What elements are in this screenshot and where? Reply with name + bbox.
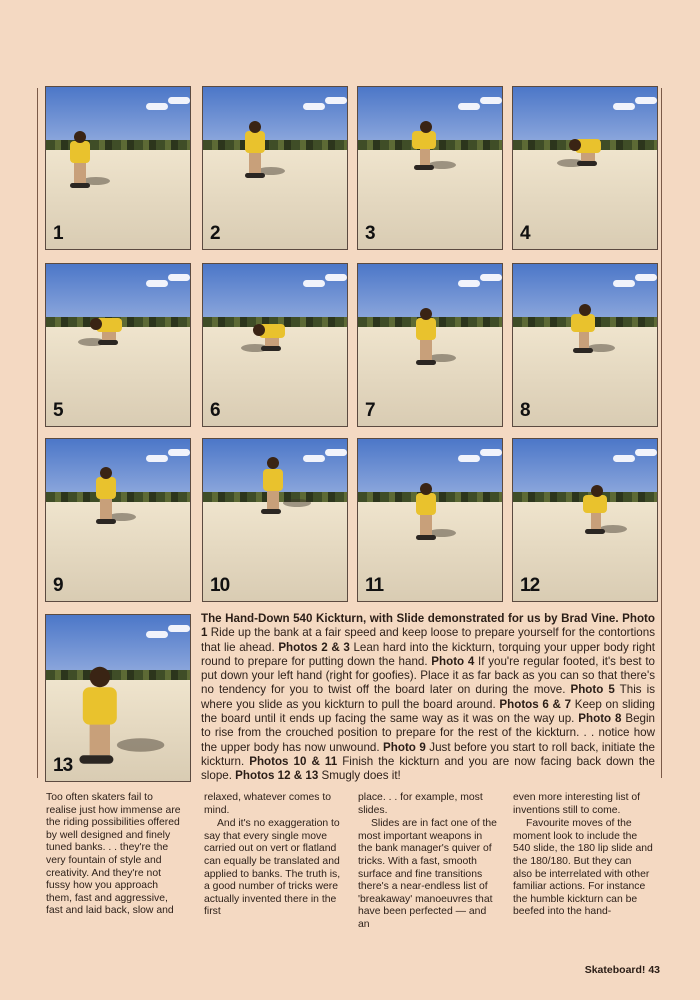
caption-step-label: Photos 6 & 7	[499, 697, 572, 711]
article-paragraph: Favourite moves of the moment look to include the 540 slide, the 180 lip slide and the 180/180. But they can also be interrelated with other familiar actions. For instance the humble kickturn can be beefed into the hand-	[513, 818, 653, 918]
sequence-photo	[45, 438, 191, 602]
skater-legs	[90, 721, 110, 755]
article-column-4	[513, 792, 653, 919]
skateboard	[70, 183, 90, 188]
skater-legs	[267, 489, 279, 509]
caption-text: Begin to rise from the crouched position to prepare for the rest of the kickturn. . . notice how the upper body has now unwound.	[201, 712, 656, 754]
tree-line	[46, 140, 190, 150]
caption-text: This is where you slide as you kickturn to pull the board around.	[201, 683, 655, 711]
skater-shirt	[96, 477, 116, 499]
cloud	[635, 449, 657, 456]
cloud	[325, 449, 347, 456]
cloud	[480, 274, 502, 281]
skater-shirt	[412, 131, 436, 149]
sequence-photo	[45, 263, 191, 427]
photo-number: 7	[365, 400, 375, 421]
cloud	[168, 274, 190, 281]
skater-head	[579, 304, 591, 316]
skater-shirt	[83, 687, 117, 724]
skateboard	[577, 161, 597, 166]
cloud	[325, 97, 347, 104]
left-margin-rule	[37, 88, 38, 778]
skate-bank	[46, 327, 190, 426]
article-paragraph: even more interesting list of inventions still to come.	[513, 792, 641, 816]
cloud	[458, 280, 480, 287]
sky	[46, 264, 190, 322]
cloud	[613, 103, 635, 110]
cloud	[303, 280, 325, 287]
sky	[46, 439, 190, 497]
photo-number: 9	[53, 575, 63, 596]
caption-step-label: Photos 10 & 11	[249, 754, 338, 768]
skateboard	[79, 755, 113, 764]
cloud	[303, 455, 325, 462]
skater-head	[420, 483, 432, 495]
skater-shirt	[416, 493, 436, 515]
sequence-photo	[202, 263, 348, 427]
skater-legs	[579, 330, 589, 348]
skater-head	[591, 485, 603, 497]
caption-step-label: Photo 9	[383, 740, 426, 754]
caption-text: If you're regular footed, it's best to put down your left hand (right for goofies). Place it as far back as you can so that there's no tendency for you to twist off the board later on during the move.	[201, 654, 655, 697]
photo-number: 6	[210, 400, 220, 421]
sequence-photo	[512, 86, 658, 250]
cloud	[613, 280, 635, 287]
sequence-photo	[357, 438, 503, 602]
skateboard	[245, 173, 265, 178]
cloud	[325, 274, 347, 281]
caption-step-label: Photo 5	[570, 683, 615, 697]
tree-line	[46, 670, 190, 680]
tree-line	[203, 140, 347, 150]
skateboard	[98, 340, 118, 345]
photo-number: 1	[53, 223, 63, 244]
caption-step-label: Photo 4	[431, 654, 475, 668]
article-paragraph: relaxed, whatever comes to mind.	[204, 792, 332, 816]
cloud	[458, 455, 480, 462]
caption-text: Smugly does it!	[318, 769, 401, 783]
skater-legs	[420, 147, 430, 165]
photo-number: 8	[520, 400, 530, 421]
skater-head	[253, 324, 265, 336]
photo-number: 13	[53, 755, 73, 776]
skater-shirt	[70, 141, 90, 163]
skater-shirt	[416, 318, 436, 340]
sky	[203, 87, 347, 145]
caption-text: Finish the kickturn and you are now facing back down the slope.	[201, 754, 655, 783]
skateboard	[573, 348, 593, 353]
cloud	[613, 455, 635, 462]
sequence-photo	[45, 614, 191, 782]
caption-step-label: Photo 8	[578, 712, 622, 726]
article-paragraph: And it's no exaggeration to say that every single move carried out on vert or flatland can equally be translated and applied to banks. The truth is, a good number of tricks were actually invented there in the first	[204, 818, 341, 918]
skateboard	[585, 529, 605, 534]
tree-line	[46, 492, 190, 502]
skater-legs	[74, 161, 86, 183]
photo-number: 2	[210, 223, 220, 244]
caption-step-label: The Hand-Down 540 Kickturn, with Slide demonstrated for us by Brad Vine. Photo 1	[201, 612, 655, 640]
sky	[46, 615, 190, 675]
skater-legs	[100, 497, 112, 519]
cloud	[168, 449, 190, 456]
cloud	[168, 625, 190, 632]
article-column-2	[204, 792, 344, 919]
skater-shadow	[283, 499, 311, 507]
cloud	[458, 103, 480, 110]
skateboard	[416, 360, 436, 365]
cloud	[168, 97, 190, 104]
skater-legs	[249, 151, 261, 173]
skater-head	[267, 457, 279, 469]
skater-head	[90, 667, 110, 687]
photo-number: 4	[520, 223, 530, 244]
sky	[46, 87, 190, 145]
skater-head	[249, 121, 261, 133]
skater-head	[74, 131, 86, 143]
skater-legs	[420, 338, 432, 360]
article-column-1	[46, 792, 186, 918]
skater-shirt	[571, 314, 595, 332]
article-paragraph: place. . . for example, most slides.	[358, 792, 483, 816]
right-margin-rule	[661, 88, 662, 778]
skateboard	[96, 519, 116, 524]
sequence-photo	[512, 438, 658, 602]
skater-legs	[420, 513, 432, 535]
cloud	[635, 97, 657, 104]
caption-text: Keep on sliding the board until it ends up facing the same way as it was on the way up.	[201, 697, 655, 726]
photo-number: 3	[365, 223, 375, 244]
skater-head	[90, 318, 102, 330]
photo-sequence-caption	[201, 612, 655, 784]
article-body	[46, 792, 656, 930]
skater-shadow	[117, 738, 165, 752]
skater-head	[100, 467, 112, 479]
caption-step-label: Photos 12 & 13	[235, 769, 319, 783]
article-paragraph: Too often skaters fail to realise just how immense are the riding possibilities offered by well designed and finely tuned banks. . . they're the very fountain of style and creativity. And they're not fussy how you approach them, fast and aggressive, fast and laid back, slow and	[46, 792, 181, 917]
sequence-photo	[202, 438, 348, 602]
sequence-photo	[202, 86, 348, 250]
sky	[513, 439, 657, 497]
sky	[203, 264, 347, 322]
skate-bank	[46, 150, 190, 249]
sequence-photo	[357, 86, 503, 250]
skater-shirt	[245, 131, 265, 153]
photo-number: 11	[365, 575, 384, 596]
cloud	[480, 97, 502, 104]
cloud	[635, 274, 657, 281]
skater-head	[420, 308, 432, 320]
skater-head	[420, 121, 432, 133]
photo-number: 5	[53, 400, 63, 421]
skateboard	[261, 346, 281, 351]
skater-head	[569, 139, 581, 151]
cloud	[146, 103, 168, 110]
caption-step-label: Photos 2 & 3	[278, 640, 350, 654]
article-column-3	[358, 792, 498, 932]
skater-shirt	[583, 495, 607, 513]
skateboard	[416, 535, 436, 540]
page-footer: Skateboard! 43	[584, 964, 660, 976]
photo-number: 12	[520, 575, 540, 596]
cloud	[303, 103, 325, 110]
cloud	[146, 455, 168, 462]
caption-text: Lean hard into the kickturn, torquing your upper body right round to prepare for putting down the hand.	[201, 640, 655, 668]
article-paragraph: Slides are in fact one of the most important weapons in the bank manager's quiver of tricks. With a fast, smooth surface and fine transitions there's a near-endless list of 'breakaway' manoeuvres that have been perfected — and an	[358, 818, 497, 930]
skate-bank	[203, 150, 347, 249]
skater-legs	[591, 511, 601, 529]
cloud	[146, 280, 168, 287]
sequence-photo	[357, 263, 503, 427]
caption-text: Just before you start to roll back, initiate the kickturn.	[201, 740, 656, 768]
skateboard	[261, 509, 281, 514]
photo-number: 10	[210, 575, 230, 596]
sequence-photo	[45, 86, 191, 250]
skateboard	[414, 165, 434, 170]
sequence-photo	[512, 263, 658, 427]
sky	[513, 87, 657, 145]
cloud	[146, 631, 168, 638]
cloud	[480, 449, 502, 456]
caption-text: Ride up the bank at a fair speed and keep loose to prepare yourself for the contortions that lie ahead.	[201, 626, 655, 654]
skater-shirt	[263, 469, 283, 491]
